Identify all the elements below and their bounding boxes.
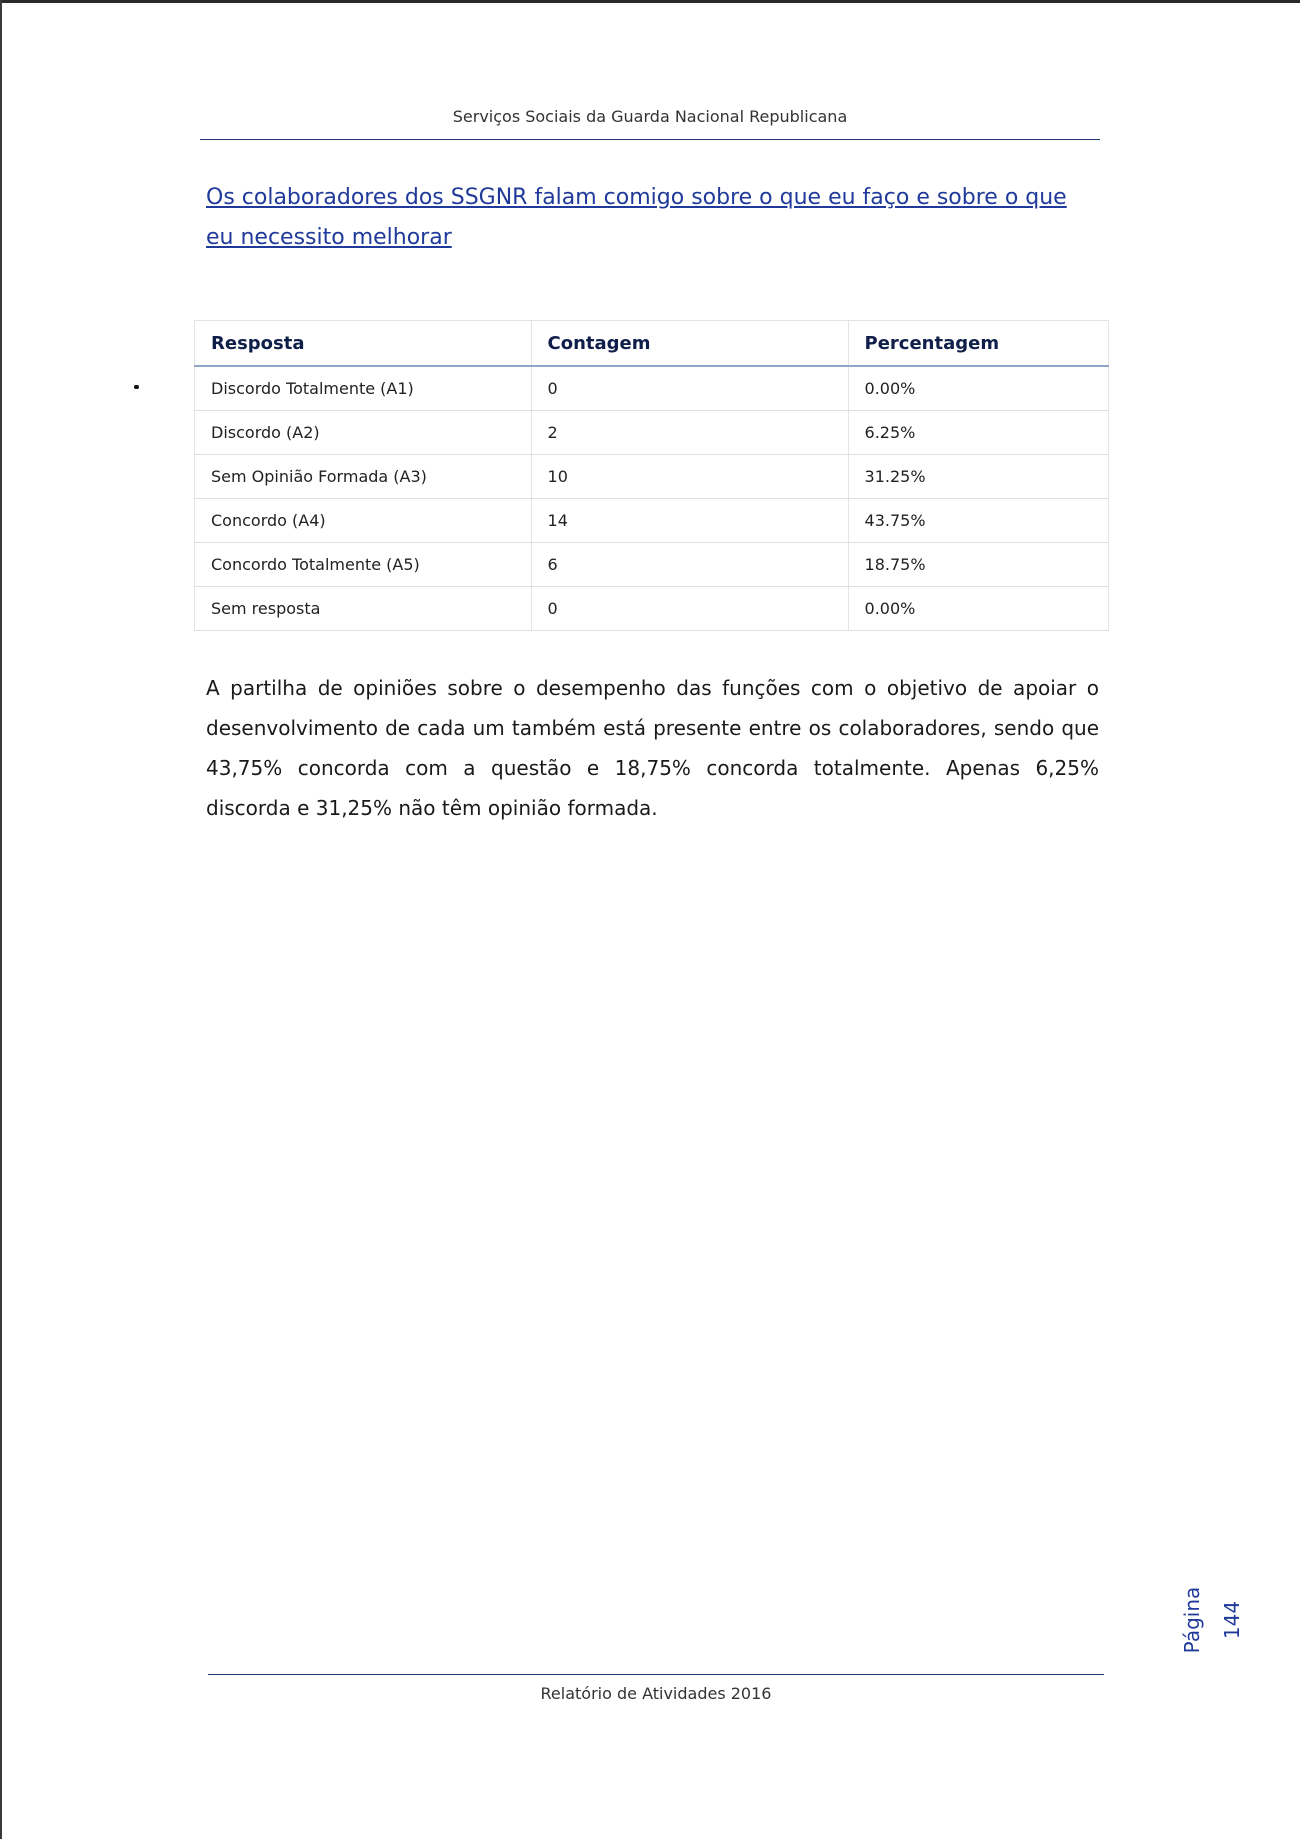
table-row — [195, 587, 1109, 631]
cell-percentagem: 6.25% — [848, 411, 1108, 455]
cell-contagem: 14 — [531, 499, 848, 543]
cell-resposta: Concordo Totalmente (A5) — [195, 543, 532, 587]
cell-resposta: Sem Opinião Formada (A3) — [195, 455, 532, 499]
cell-percentagem: 31.25% — [848, 455, 1108, 499]
table-row — [195, 411, 1109, 455]
column-header-contagem: Contagem — [531, 321, 848, 367]
footer-divider — [208, 1674, 1104, 1675]
page-number: Página 144 — [1180, 1586, 1244, 1654]
cell-contagem: 10 — [531, 455, 848, 499]
stray-mark — [134, 385, 139, 389]
cell-percentagem: 0.00% — [848, 366, 1108, 411]
scan-edge-top — [0, 0, 1300, 3]
page-footer: Relatório de Atividades 2016 — [540, 1684, 772, 1703]
cell-resposta: Concordo (A4) — [195, 499, 532, 543]
table-row — [195, 543, 1109, 587]
cell-contagem: 0 — [531, 587, 848, 631]
cell-contagem: 2 — [531, 411, 848, 455]
cell-percentagem: 18.75% — [848, 543, 1108, 587]
cell-contagem: 0 — [531, 366, 848, 411]
table-header-row — [195, 321, 1109, 367]
column-header-resposta: Resposta — [195, 321, 532, 367]
body-paragraph: A partilha de opiniões sobre o desempenho das funções com o objetivo de apoiar o desenvolvimento de cada um também está presente entre os colaboradores, sendo que 43,75% concorda com a questão e 18,75% concorda totalmente. Apenas 6,25% discorda e 31,25% não têm opinião formada. — [206, 676, 1099, 820]
header-divider — [200, 139, 1100, 140]
section-title: Os colaboradores dos SSGNR falam comigo sobre o que eu faço e sobre o que eu necessito melhorar — [206, 185, 1067, 250]
response-table — [194, 320, 1109, 631]
table-row — [195, 366, 1109, 411]
cell-contagem: 6 — [531, 543, 848, 587]
page-header: Serviços Sociais da Guarda Nacional Republicana — [452, 107, 848, 126]
column-header-percentagem: Percentagem — [848, 321, 1108, 367]
table-row — [195, 455, 1109, 499]
cell-resposta: Sem resposta — [195, 587, 532, 631]
cell-percentagem: 0.00% — [848, 587, 1108, 631]
table-row — [195, 499, 1109, 543]
cell-resposta: Discordo Totalmente (A1) — [195, 366, 532, 411]
cell-percentagem: 43.75% — [848, 499, 1108, 543]
scan-edge-left — [0, 0, 2, 1839]
cell-resposta: Discordo (A2) — [195, 411, 532, 455]
